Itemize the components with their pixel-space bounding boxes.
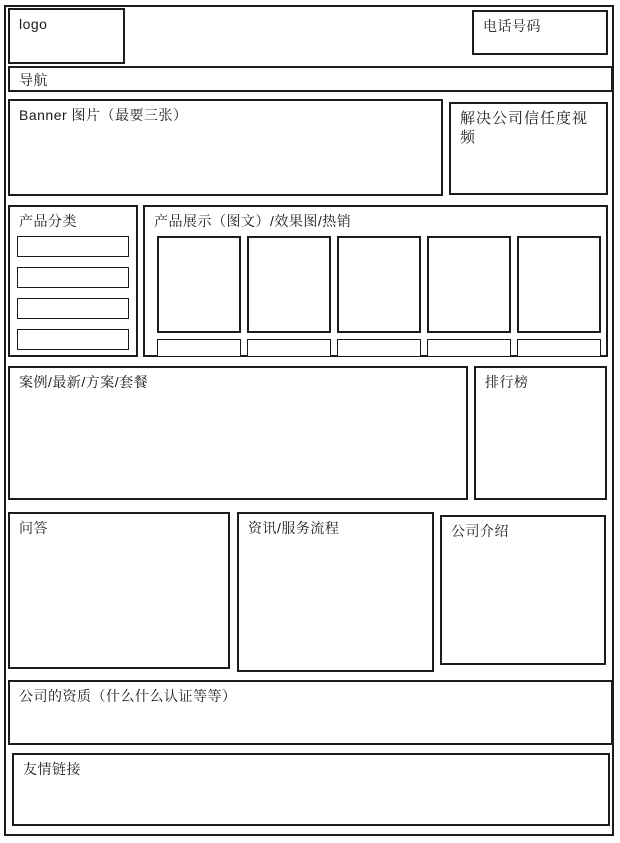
friendly-links-title: 友情链接	[23, 761, 81, 777]
cases-panel	[8, 366, 468, 500]
product-card	[517, 236, 601, 357]
news-service-panel	[237, 512, 434, 672]
company-intro-panel	[440, 515, 606, 665]
product-label-placeholder	[427, 339, 511, 357]
logo-box	[8, 8, 125, 64]
product-image-placeholder	[337, 236, 421, 333]
friendly-links-panel	[12, 753, 610, 826]
company-intro-title: 公司介绍	[451, 523, 509, 539]
nav-bar	[8, 66, 613, 92]
product-display-panel	[143, 205, 608, 357]
trust-video-label: 解决公司信任度视频	[460, 110, 589, 146]
qa-title: 问答	[19, 520, 48, 536]
ranking-title: 排行榜	[485, 374, 529, 390]
logo-label: logo	[19, 16, 48, 32]
product-label-placeholder	[157, 339, 241, 357]
product-label-placeholder	[247, 339, 331, 357]
product-label-placeholder	[337, 339, 421, 357]
product-display-title: 产品展示（图文）/效果图/热销	[154, 213, 352, 229]
product-card	[247, 236, 331, 357]
phone-number-box	[472, 10, 608, 55]
phone-number-label: 电话号码	[483, 18, 541, 34]
category-item-placeholder	[17, 329, 129, 350]
trust-video-box	[449, 102, 608, 195]
category-item-placeholder	[17, 267, 129, 288]
product-card	[427, 236, 511, 357]
category-item-placeholder	[17, 298, 129, 319]
qualifications-panel	[8, 680, 613, 745]
news-service-title: 资讯/服务流程	[248, 520, 340, 536]
product-label-placeholder	[517, 339, 601, 357]
product-categories-panel	[8, 205, 138, 357]
ranking-panel	[474, 366, 607, 500]
product-image-placeholder	[427, 236, 511, 333]
product-image-placeholder	[247, 236, 331, 333]
banner-label: Banner 图片（最要三张）	[19, 107, 188, 123]
product-image-placeholder	[517, 236, 601, 333]
qualifications-title: 公司的资质（什么什么认证等等）	[19, 688, 237, 704]
product-card	[157, 236, 241, 357]
category-item-placeholder	[17, 236, 129, 257]
banner-box	[8, 99, 443, 196]
nav-label: 导航	[19, 72, 48, 88]
qa-panel	[8, 512, 230, 669]
product-card-row	[145, 231, 606, 357]
category-list	[10, 231, 136, 350]
cases-title: 案例/最新/方案/套餐	[19, 374, 149, 390]
product-categories-title: 产品分类	[19, 213, 77, 229]
product-card	[337, 236, 421, 357]
product-image-placeholder	[157, 236, 241, 333]
